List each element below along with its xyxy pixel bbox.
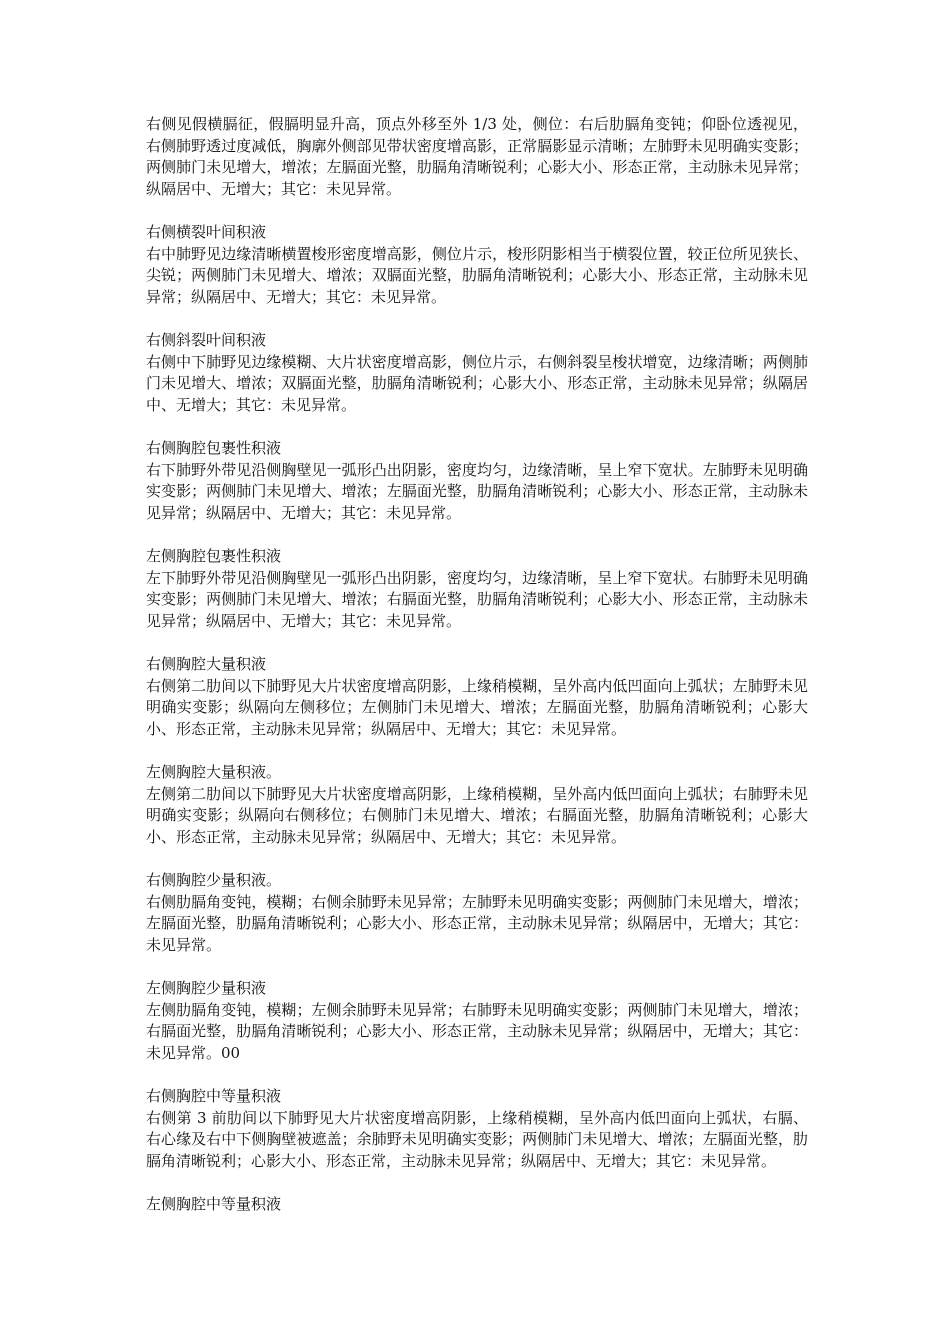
report-section: [146, 762, 808, 848]
section-title: 左侧胸腔包裹性积液: [146, 547, 282, 565]
section-body: 右侧中下肺野见边缘模糊、大片状密度增高影，侧位片示，右侧斜裂呈梭状增宽，边缘清晰；两侧肺门未见增大、增浓；双膈面光整，肋膈角清晰锐利；心影大小、形态正常，主动脉未见异常；纵隔居中、无增大；其它：未见异常。: [146, 352, 808, 414]
report-section: [146, 654, 808, 740]
section-title: 右侧胸腔包裹性积液: [146, 439, 282, 457]
document-content: [146, 114, 808, 1238]
report-section: [146, 330, 808, 416]
section-title: 右侧胸腔少量积液。: [146, 871, 282, 889]
section-title: 左侧胸腔少量积液: [146, 979, 267, 997]
section-body: 左侧肋膈角变钝，模糊；左侧余肺野未见异常；右肺野未见明确实变影；两侧肺门未见增大，增浓；右膈面光整，肋膈角清晰锐利；心影大小、形态正常，主动脉未见异常；纵隔居中，无增大；其它：未见异常。00: [146, 1000, 808, 1062]
report-section: [146, 870, 808, 956]
section-title: 右侧斜裂叶间积液: [146, 331, 267, 349]
section-body: 右侧第 3 前肋间以下肺野见大片状密度增高阴影，上缘稍模糊，呈外高内低凹面向上弧状，右膈、右心缘及右中下侧胸壁被遮盖；余肺野未见明确实变影；两侧肺门未见增大、增浓；左膈面光整，肋膈角清晰锐利；心影大小、形态正常，主动脉未见异常；纵隔居中、无增大；其它：未见异常。: [146, 1108, 808, 1170]
report-section: [146, 1194, 808, 1216]
section-body: 左下肺野外带见沿侧胸壁见一弧形凸出阴影，密度均匀，边缘清晰，呈上窄下宽状。右肺野未见明确实变影；两侧肺门未见增大、增浓；右膈面光整，肋膈角清晰锐利；心影大小、形态正常，主动脉未见异常；纵隔居中、无增大；其它：未见异常。: [146, 568, 808, 630]
section-title: 右侧胸腔中等量积液: [146, 1087, 282, 1105]
report-section: [146, 978, 808, 1064]
section-body: 右侧肋膈角变钝，模糊；右侧余肺野未见异常；左肺野未见明确实变影；两侧肺门未见增大，增浓；左膈面光整，肋膈角清晰锐利；心影大小、形态正常，主动脉未见异常；纵隔居中，无增大；其它：未见异常。: [146, 892, 808, 954]
section-body: 左侧第二肋间以下肺野见大片状密度增高阴影，上缘稍模糊，呈外高内低凹面向上弧状；右肺野未见明确实变影；纵隔向右侧移位；右侧肺门未见增大、增浓；右膈面光整，肋膈角清晰锐利；心影大小、形态正常，主动脉未见异常；纵隔居中、无增大；其它：未见异常。: [146, 784, 808, 846]
section-title: 左侧胸腔中等量积液: [146, 1195, 282, 1213]
report-section: [146, 1086, 808, 1172]
section-title: 右侧胸腔大量积液: [146, 655, 267, 673]
section-title: 左侧胸腔大量积液。: [146, 763, 282, 781]
section-body: 右中肺野见边缘清晰横置梭形密度增高影，侧位片示，梭形阴影相当于横裂位置，较正位所见狭长、尖锐；两侧肺门未见增大、增浓；双膈面光整，肋膈角清晰锐利；心影大小、形态正常，主动脉未见异常；纵隔居中、无增大；其它：未见异常。: [146, 244, 808, 306]
report-section: [146, 222, 808, 308]
section-body: 右侧见假横膈征，假膈明显升高，顶点外移至外 1/3 处，侧位：右后肋膈角变钝；仰卧位透视见，右侧肺野透过度减低，胸廓外侧部见带状密度增高影，正常膈影显示清晰；左肺野未见明确实变影；两侧肺门未见增大，增浓；左膈面光整，肋膈角清晰锐利；心影大小、形态正常，主动脉未见异常；纵隔居中、无增大；其它：未见异常。: [146, 115, 808, 198]
section-body: 右下肺野外带见沿侧胸壁见一弧形凸出阴影，密度均匀，边缘清晰，呈上窄下宽状。左肺野未见明确实变影；两侧肺门未见增大、增浓；左膈面光整，肋膈角清晰锐利；心影大小、形态正常，主动脉未见异常；纵隔居中、无增大；其它：未见异常。: [146, 460, 808, 522]
report-section: [146, 114, 808, 200]
section-body: 右侧第二肋间以下肺野见大片状密度增高阴影，上缘稍模糊，呈外高内低凹面向上弧状；左肺野未见明确实变影；纵隔向左侧移位；左侧肺门未见增大、增浓；左膈面光整，肋膈角清晰锐利；心影大小、形态正常，主动脉未见异常；纵隔居中、无增大；其它：未见异常。: [146, 676, 808, 738]
section-title: 右侧横裂叶间积液: [146, 223, 267, 241]
report-section: [146, 438, 808, 524]
report-section: [146, 546, 808, 632]
